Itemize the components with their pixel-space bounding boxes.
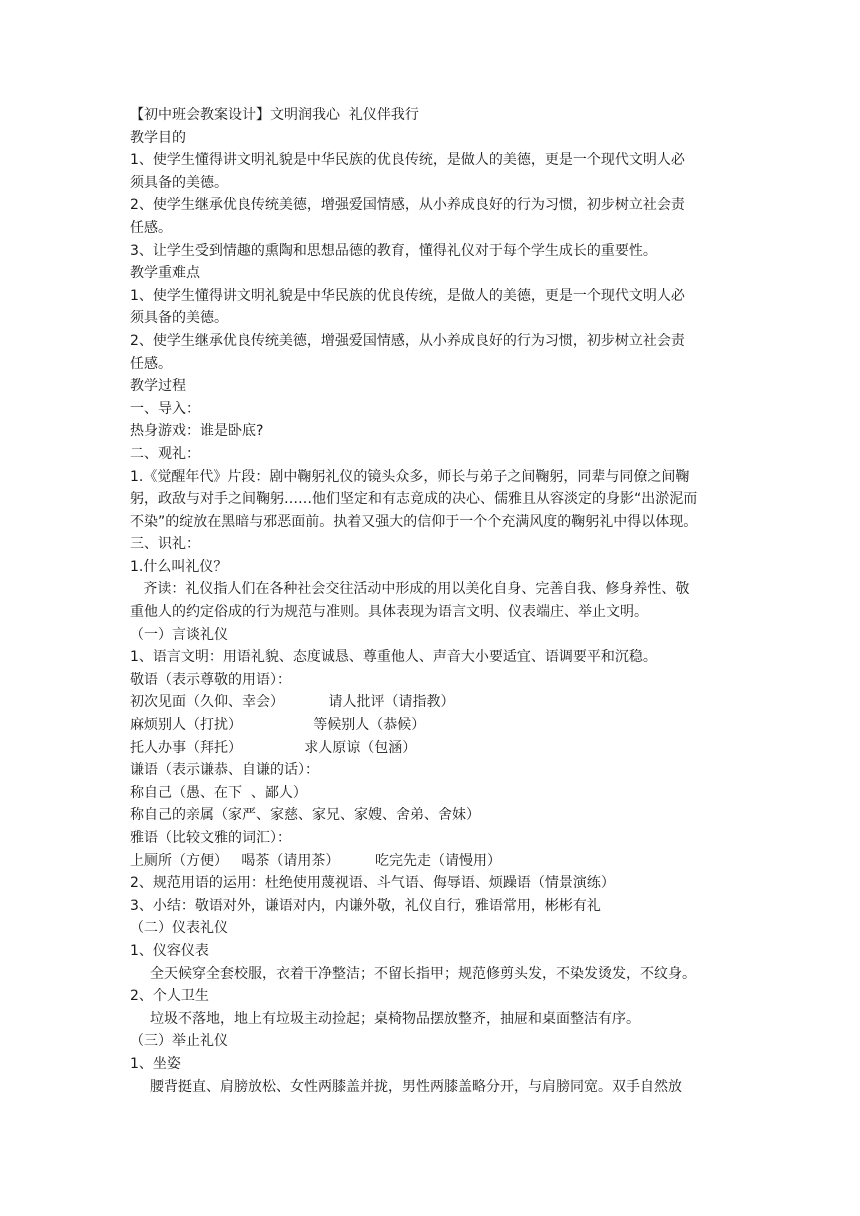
read-aloud-line-1: 齐读：礼仪指人们在各种社会交往活动中形成的用以美化自身、完善自我、修身养性、敬	[130, 581, 690, 598]
step-2-heading: 二、观礼：	[130, 445, 200, 462]
goal-2-line-1: 2、使学生继承优良传统美德，增强爱国情感，从小养成良好的行为习惯，初步树立社会责	[130, 197, 685, 214]
document-page	[130, 104, 740, 1098]
key-point-1-line-1: 1、使学生懂得讲文明礼貌是中华民族的优良传统，是做人的美德，更是一个现代文明人必	[130, 287, 685, 304]
key-point-2-line-1: 2、使学生继承优良传统美德，增强爱国情感，从小养成良好的行为习惯，初步树立社会责	[130, 332, 685, 349]
key-point-1-line-2: 须具备的美德。	[130, 310, 228, 327]
key-point-2-line-2: 任感。	[130, 355, 172, 372]
behavior-item-1: 1、坐姿	[130, 1055, 181, 1072]
speech-item-3: 3、小结：敬语对外，谦语对内，内谦外敬，礼仪自行，雅语常用，彬彬有礼	[130, 897, 601, 914]
part-2-heading: （二）仪表礼仪	[130, 920, 228, 937]
speech-item-1: 1、语言文明：用语礼貌、态度诚恳、尊重他人、声音大小要适宜、语调要平和沉稳。	[130, 649, 657, 666]
watch-paragraph-line-2: 躬，政敌与对手之间鞠躬……他们坚定和有志竟成的决心、儒雅且从容淡定的身影“出淤泥而	[130, 491, 698, 508]
part-1-heading: （一）言谈礼仪	[130, 626, 228, 643]
speech-item-2: 2、规范用语的运用：杜绝使用蔑视语、斗气语、侮辱语、烦躁语（情景演练）	[130, 875, 615, 892]
goal-1-line-2: 须具备的美德。	[130, 174, 228, 191]
read-aloud-line-2: 重他人的约定俗成的行为规范与准则。具体表现为语言文明、仪表端庄、举止文明。	[130, 604, 648, 621]
goal-3: 3、让学生受到情趣的熏陶和思想品德的教育，懂得礼仪对于每个学生成长的重要性。	[130, 242, 657, 259]
appearance-item-1-text: 全天候穿全套校服，衣着干净整洁；不留长指甲；规范修剪头发，不染发烫发，不纹身。	[150, 965, 696, 982]
appearance-item-1: 1、仪容仪表	[130, 942, 209, 959]
honorific-row-1: 初次见面（久仰、幸会） 请人批评（请指教）	[130, 694, 455, 711]
humble-heading: 谦语（表示谦恭、自谦的话）：	[130, 762, 319, 779]
elegant-heading: 雅语（比较文雅的词汇）：	[130, 830, 291, 846]
behavior-item-1-text: 腰背挺直、肩膀放松、女性两膝盖并拢，男性两膝盖略分开，与肩膀同宽。双手自然放	[150, 1078, 682, 1095]
elegant-row: 上厕所（方便） 喝茶（请用茶） 吃完先走（请慢用）	[130, 852, 501, 869]
humble-row-1: 称自己（愚、在下 、鄙人）	[130, 784, 307, 801]
humble-row-2: 称自己的亲属（家严、家慈、家兄、家嫂、舍弟、舍妹）	[130, 807, 480, 824]
watch-paragraph-line-3: 不染”的绽放在黑暗与邪恶面前。执着又强大的信仰于一个个充满风度的鞠躬礼中得以体现。	[130, 513, 698, 530]
part-3-heading: （三）举止礼仪	[130, 1033, 228, 1050]
appearance-item-2: 2、个人卫生	[130, 988, 209, 1005]
question-what-is-etiquette: 1.什么叫礼仪？	[130, 558, 228, 575]
warmup-game: 热身游戏：谁是卧底?	[130, 423, 264, 440]
honorific-row-3: 托人办事（拜托） 求人原谅（包涵）	[130, 739, 417, 756]
appearance-item-2-text: 垃圾不落地，地上有垃圾主动捡起；桌椅物品摆放整齐，抽屉和桌面整洁有序。	[150, 1010, 640, 1027]
section-heading-goals: 教学目的	[130, 129, 186, 146]
step-1-heading: 一、导入：	[130, 400, 200, 417]
honorific-heading: 敬语（表示尊敬的用语）：	[130, 671, 291, 688]
step-3-heading: 三、识礼：	[130, 536, 200, 553]
goal-2-line-2: 任感。	[130, 219, 172, 236]
honorific-row-2: 麻烦别人（打扰） 等候别人（恭候）	[130, 717, 426, 734]
section-heading-key-points: 教学重难点	[130, 265, 200, 282]
goal-1-line-1: 1、使学生懂得讲文明礼貌是中华民族的优良传统，是做人的美德，更是一个现代文明人必	[130, 152, 685, 169]
watch-paragraph-line-1: 1.《觉醒年代》片段：剧中鞠躬礼仪的镜头众多，师长与弟子之间鞠躬，同辈与同僚之间鞠	[130, 468, 690, 485]
document-title: 【初中班会教案设计】文明润我心 礼仪伴我行	[130, 107, 419, 123]
section-heading-process: 教学过程	[130, 378, 186, 395]
